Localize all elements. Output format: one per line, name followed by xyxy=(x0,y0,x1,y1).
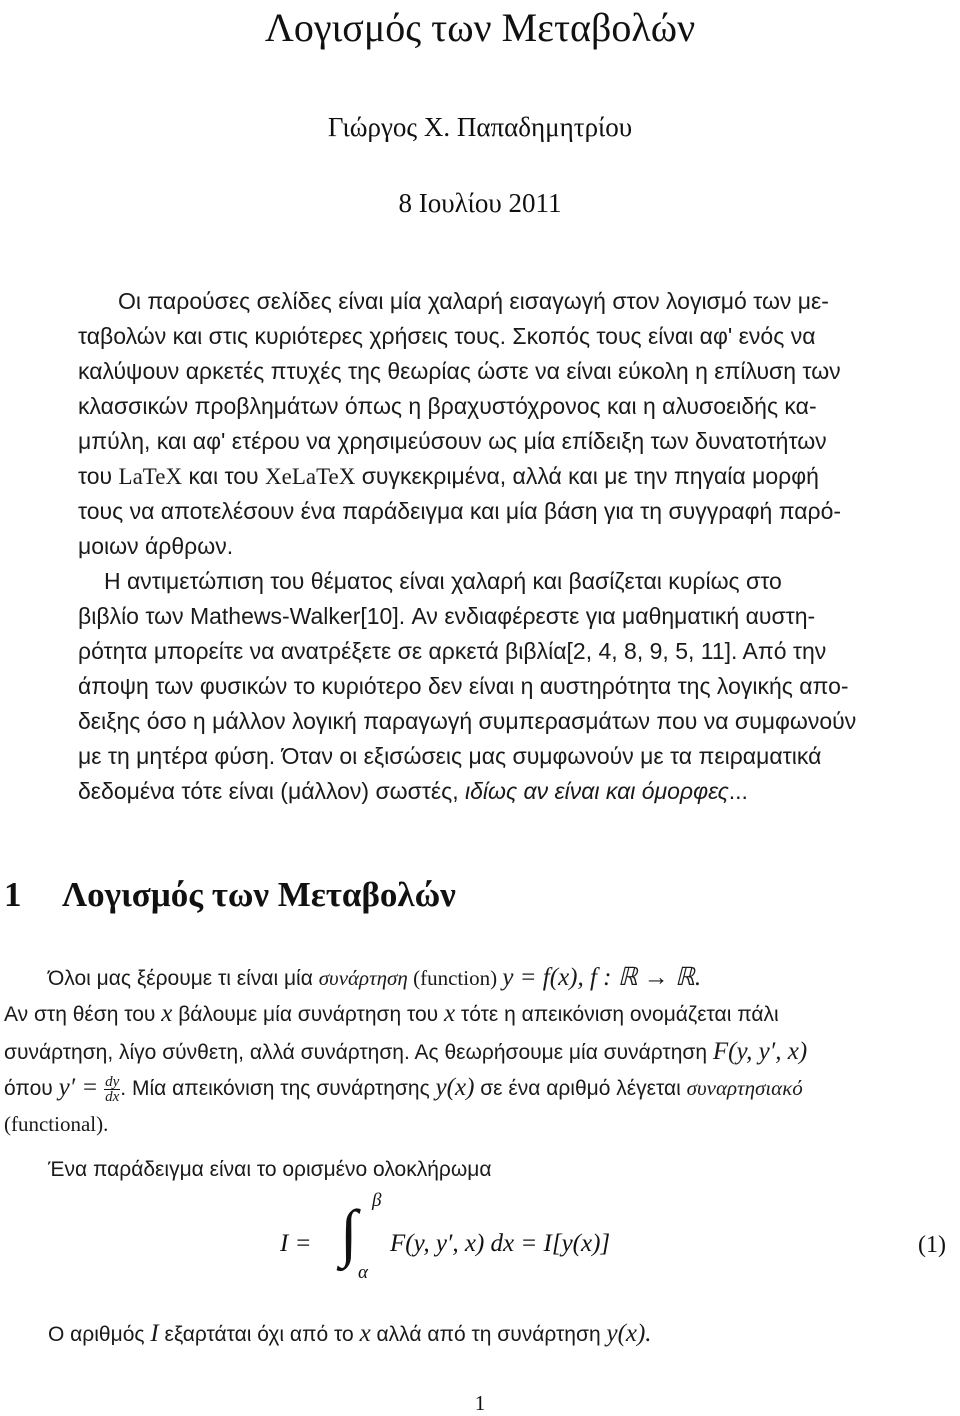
body-line: Ο αριθμός I εξαρτάται όχι από το x αλλά από τη συνάρτηση y(x). xyxy=(48,1320,652,1347)
abstract-line: κλασσικών προβλημάτων όπως η βραχυστόχρονος και η αλυσοειδής κα- xyxy=(78,393,817,419)
page-number: 1 xyxy=(474,1391,486,1415)
section-title: Λογισμός των Μεταβολών xyxy=(62,875,456,914)
body-line: όπου y′ = $\frac{dy}{dx}$ . Μία απεικόνιση της συνάρτησης y(x) σε ένα αριθμό λέγεται συναρτησιακό xyxy=(4,1073,803,1105)
abstract-line: καλύψουν αρκετές πτυχές της θεωρίας ώστε να είναι εύκολη η επίλυση των xyxy=(78,358,841,384)
fraction: $\frac{dy}{dx}$ xyxy=(105,1073,120,1105)
math-inline: y = f(x), f : ℝ → ℝ. xyxy=(502,964,702,991)
abstract-line: Η αντιμετώπιση του θέματος είναι χαλαρή και βασίζεται κυρίως στο xyxy=(104,568,782,594)
abstract-line: τους να αποτελέσουν ένα παράδειγμα και μία βάση για τη συγγραφή παρό- xyxy=(78,498,842,524)
abstract-line: ρότητα μπορείτε να ανατρέξετε σε αρκετά βιβλία[2, 4, 8, 9, 5, 11]. Από την xyxy=(78,638,827,664)
equation-number: (1) xyxy=(918,1232,946,1258)
abstract-line: άποψη των φυσικών το κυριότερο δεν είναι η αυστηρότητα της λογικής απο- xyxy=(78,673,849,699)
body-line: (functional). xyxy=(4,1112,109,1136)
abstract-line: δεδομένα τότε είναι (μάλλον) σωστές, ιδίως αν είναι και όμορφες... xyxy=(78,778,748,804)
xelatex-logo: XeLaTeX xyxy=(265,464,356,489)
abstract-line: Οι παρούσες σελίδες είναι μία χαλαρή εισαγωγή στον λογισμό των με- xyxy=(118,288,829,314)
emphasis: συναρτησιακό xyxy=(686,1076,803,1100)
abstract-line: μοιων άρθρων. xyxy=(78,533,234,559)
body-line: Όλοι μας ξέρουμε τι είναι μία συνάρτηση (function) y = f(x), f : ℝ → ℝ. xyxy=(48,964,702,991)
abstract-line: ταβολών και στις κυριότερες χρήσεις τους. Σκοπός τους είναι αφ' ενός να xyxy=(78,323,816,349)
abstract-line: βιβλίο των Mathews-Walker[10]. Αν ενδιαφέρεστε για μαθηματική αυστη- xyxy=(78,603,816,629)
abstract-line: με τη μητέρα φύση. Όταν οι εξισώσεις μας συμφωνούν με τα πειραματικά xyxy=(78,743,822,769)
section-heading xyxy=(4,875,456,915)
section-number: 1 xyxy=(4,875,22,914)
latex-logo: LaTeX xyxy=(118,464,183,489)
integral-sign: ∫ xyxy=(340,1197,358,1268)
math-inline: F(y, y′, x) xyxy=(712,1038,808,1065)
document-date: 8 Ιουλίου 2011 xyxy=(398,188,562,218)
abstract-line: δειξης όσο η μάλλον λογική παραγωγή συμπερασμάτων που να συμφωνούν xyxy=(78,708,857,734)
abstract-line: του LaTeX και του XeLaTeX συγκεκριμένα, αλλά και με την πηγαία μορφή xyxy=(78,463,819,489)
abstract-line: μπύλη, και αφ' ετέρου να χρησιμεύσουν ως μία επίδειξη των δυνατοτήτων xyxy=(78,428,827,454)
body-line: Αν στη θέση του x βάλουμε μία συνάρτηση του x τότε η απεικόνιση ονομάζεται πάλι xyxy=(4,1000,779,1027)
document-title: Λογισμός των Μεταβολών xyxy=(264,5,696,50)
body-line: συνάρτηση, λίγο σύνθετη, αλλά συνάρτηση. Ας θεωρήσουμε μία συνάρτηση F(y, y′, x) xyxy=(4,1038,808,1065)
body-line: Ένα παράδειγμα είναι το ορισμένο ολοκλήρωμα xyxy=(48,1158,492,1181)
emphasis: ιδίως αν είναι και όμορφες xyxy=(465,778,729,804)
emphasis: συνάρτηση xyxy=(318,966,408,990)
author-name: Γιώργος Χ. Παπαδημητρίου xyxy=(327,112,633,142)
